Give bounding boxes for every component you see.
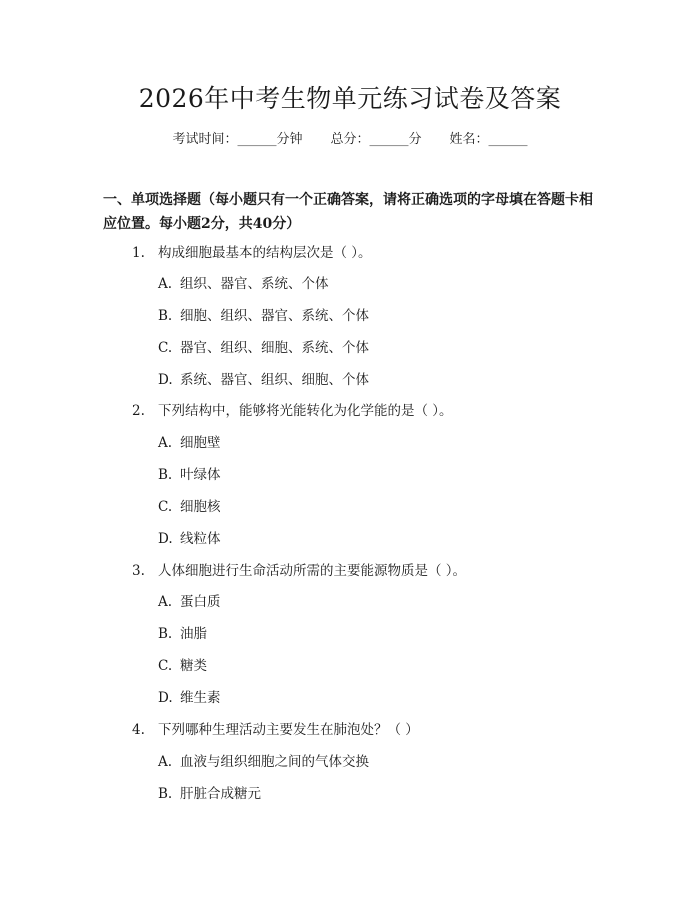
question-4 [132,720,419,740]
option-text: 油脂 [180,626,207,642]
option-letter: B. [158,626,173,642]
question-1-option-c [158,338,369,358]
question-2 [132,401,453,421]
question-2-option-a [158,433,221,453]
option-letter: B. [158,308,173,324]
question-1-option-a [158,274,329,294]
option-letter: B. [158,786,173,802]
question-number: 3. [132,563,145,579]
option-letter: A. [158,594,173,610]
option-text: 肝脏合成糖元 [180,786,261,802]
option-text: 细胞壁 [180,435,221,451]
option-letter: B. [158,467,173,483]
exam-time-field: 考试时间：______分钟 [172,132,303,147]
question-2-option-c [158,497,221,517]
option-letter: D. [158,372,173,388]
question-4-option-b [158,784,261,804]
question-text: 下列哪种生理活动主要发生在肺泡处？（ ） [158,722,419,738]
question-text: 人体细胞进行生命活动所需的主要能源物质是（ ）。 [158,563,467,579]
option-text: 糖类 [180,658,207,674]
question-number: 4. [132,722,145,738]
option-letter: C. [158,499,173,515]
option-letter: C. [158,340,173,356]
total-score-field: 总分：______分 [330,132,422,147]
option-text: 器官、组织、细胞、系统、个体 [180,340,369,356]
question-2-option-b [158,465,221,485]
exam-meta [0,130,700,150]
page-title: 2026年中考生物单元练习试卷及答案 [138,84,562,113]
option-letter: C. [158,658,173,674]
option-text: 叶绿体 [180,467,221,483]
option-text: 系统、器官、组织、细胞、个体 [180,372,369,388]
option-letter: D. [158,531,173,547]
question-text: 构成细胞最基本的结构层次是（ ）。 [158,245,372,261]
question-3-option-b [158,624,207,644]
question-3 [132,561,466,581]
question-1 [132,243,372,263]
question-number: 2. [132,403,145,419]
option-text: 蛋白质 [180,594,221,610]
option-letter: A. [158,754,173,770]
section-heading: 一、单项选择题（每小题只有一个正确答案，请将正确选项的字母填在答题卡相应位置。每小题2分，共40分） [103,192,593,232]
option-letter: A. [158,276,173,292]
question-4-option-a [158,752,369,772]
question-1-option-d [158,370,369,390]
question-1-option-b [158,306,369,326]
student-name-field: 姓名：______ [449,132,528,147]
option-letter: A. [158,435,173,451]
option-letter: D. [158,690,173,706]
option-text: 组织、器官、系统、个体 [180,276,329,292]
question-3-option-a [158,592,221,612]
question-2-option-d [158,529,221,549]
question-number: 1. [132,245,145,261]
option-text: 细胞、组织、器官、系统、个体 [180,308,369,324]
question-3-option-d [158,688,221,708]
question-3-option-c [158,656,207,676]
option-text: 维生素 [180,690,221,706]
option-text: 细胞核 [180,499,221,515]
option-text: 线粒体 [180,531,221,547]
option-text: 血液与组织细胞之间的气体交换 [180,754,369,770]
question-text: 下列结构中，能够将光能转化为化学能的是（ ）。 [158,403,453,419]
